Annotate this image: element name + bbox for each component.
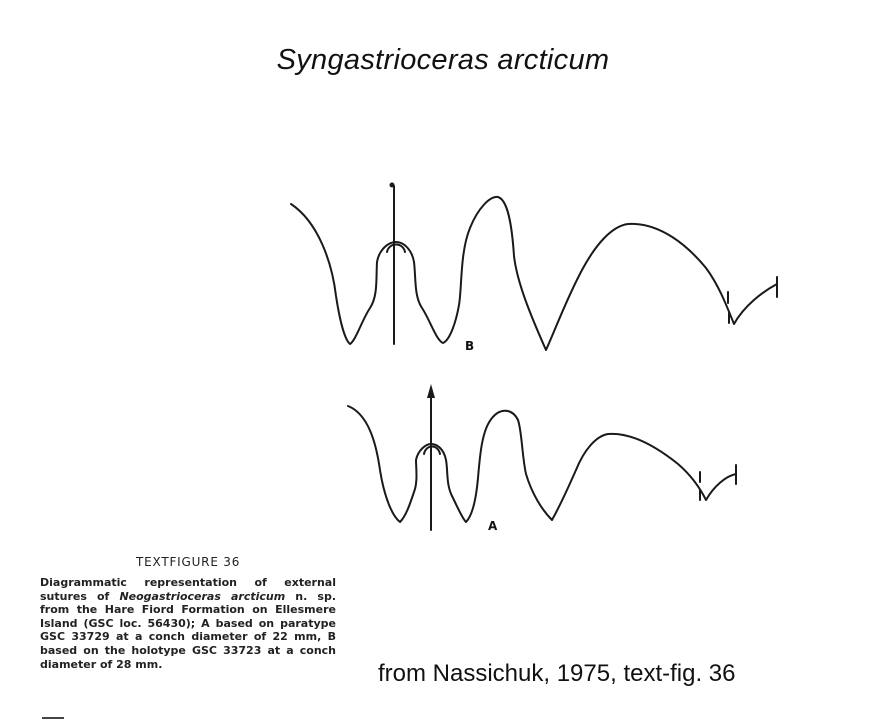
- page-title: Syngastrioceras arcticum: [276, 44, 610, 76]
- source-citation: from Nassichuk, 1975, text-fig. 36: [378, 660, 736, 687]
- suture-a-line: [348, 406, 736, 522]
- figure-label-a: A: [488, 519, 498, 533]
- suture-a: [348, 384, 736, 530]
- caption-text: [40, 576, 336, 671]
- suture-b-axis-arrow: [390, 183, 395, 188]
- suture-b-line: [291, 197, 777, 350]
- suture-b: [291, 183, 777, 351]
- caption-heading: TEXTFIGURE 36: [136, 555, 241, 569]
- page-number-cutoff: [42, 713, 64, 722]
- caption-species-name: Neogastrioceras arcticum: [119, 589, 286, 603]
- suture-b-saddle-notch: [387, 245, 405, 253]
- caption-text-start: Diagrammatic representation of external sutures of: [40, 576, 336, 603]
- suture-a-axis-arrow: [427, 384, 435, 398]
- figure-label-b: B: [465, 339, 475, 353]
- caption-text-end: n. sp. from the Hare Fiord Formation on Ellesmere Island (GSC loc. 56430); A based on paratype GSC 33729 at a conch diameter of 22 mm, B based on the holotype GSC 33723 at a conch diameter of 28 mm.: [40, 589, 336, 671]
